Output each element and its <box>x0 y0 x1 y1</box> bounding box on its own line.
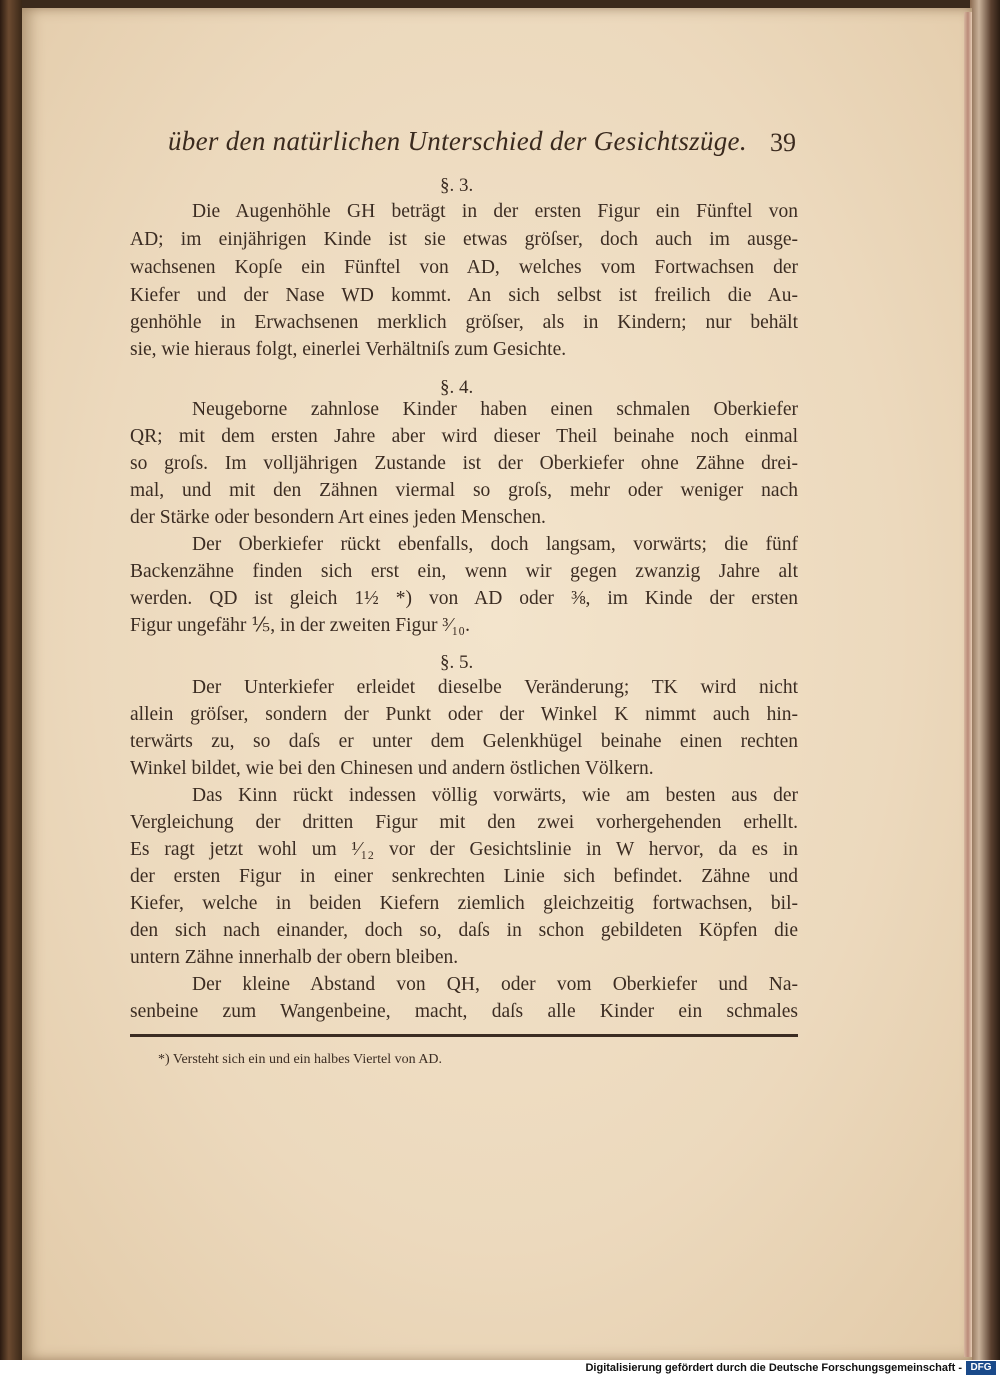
text-line: der ersten Figur in einer senkrechten Linie sich befindet. Zähne und <box>130 866 798 887</box>
text-line: werden. QD ist gleich 1½ *) von AD oder ⅜, im Kinde der ersten <box>130 588 798 609</box>
text-line: allein gröſser, sondern der Punkt oder der Winkel K nimmt auch hin- <box>130 704 798 725</box>
funding-credit: Digitalisierung gefördert durch die Deutsche Forschungsgemeinschaft - <box>585 1362 962 1374</box>
page-edge <box>964 12 972 1357</box>
book-cover-right <box>970 0 1000 1360</box>
text-line: mal, und mit den Zähnen viermal so groſs, mehr oder weniger nach <box>130 480 798 501</box>
section-heading-3: §. 3. <box>440 175 474 196</box>
footnote: *) Versteht sich ein und ein halbes Viertel von AD. <box>158 1052 443 1067</box>
text-line: Vergleichung der dritten Figur mit den zwei vorhergehenden erhellt. <box>130 812 798 833</box>
section-heading-4: §. 4. <box>440 377 474 398</box>
dfg-logo: DFG <box>966 1361 996 1375</box>
text-line: Die Augenhöhle GH beträgt in der ersten Figur ein Fünftel von <box>192 201 798 222</box>
text-line: Backenzähne finden sich erst ein, wenn wir gegen zwanzig Jahre alt <box>130 561 798 582</box>
running-title: über den natürlichen Unterschied der Gesichtszüge. <box>168 126 747 156</box>
text-line: Der kleine Abstand von QH, oder vom Oberkiefer und Na- <box>192 974 798 995</box>
text-line: Kiefer, welche in beiden Kiefern ziemlich gleichzeitig fortwachsen, bil- <box>130 893 798 914</box>
text-line: terwärts zu, so daſs er unter dem Gelenkhügel beinahe einen rechten <box>130 731 798 752</box>
text-line: AD; im einjährigen Kinde ist sie etwas gröſser, doch auch im ausge- <box>130 229 798 250</box>
text-line: wachsenen Kopſe ein Fünftel von AD, welches vom Fortwachsen der <box>130 257 798 278</box>
text-line: senbeine zum Wangenbeine, macht, daſs alle Kinder ein schmales <box>130 1001 798 1022</box>
text-line: Das Kinn rückt indessen völlig vorwärts, wie am besten aus der <box>192 785 798 806</box>
text-line: Es ragt jetzt wohl um ¹⁄₁₂ vor der Gesichtslinie in W hervor, da es in <box>130 839 798 860</box>
footnote-rule <box>130 1034 798 1037</box>
text-line: so groſs. Im volljährigen Zustande ist der Oberkiefer ohne Zähne drei- <box>130 453 798 474</box>
book-cover-left <box>0 0 22 1376</box>
text-line: sie, wie hieraus folgt, einerlei Verhältniſs zum Gesichte. <box>130 339 567 360</box>
text-line: Der Oberkiefer rückt ebenfalls, doch langsam, vorwärts; die fünf <box>192 534 798 555</box>
text-line: Kiefer und der Nase WD kommt. An sich selbst ist freilich die Au- <box>130 285 798 306</box>
text-line: der Stärke oder besondern Art eines jeden Menschen. <box>130 507 546 528</box>
text-line: untern Zähne innerhalb der obern bleiben. <box>130 947 459 968</box>
text-line: den sich nach einander, doch so, daſs in schon gebildeten Köpfen die <box>130 920 798 941</box>
text-line: genhöhle in Erwachsenen merklich gröſser, als in Kindern; nur behält <box>130 312 798 333</box>
text-line: Der Unterkiefer erleidet dieselbe Veränderung; TK wird nicht <box>192 677 798 698</box>
text-line: Figur ungefähr ⅕, in der zweiten Figur ³⁄₁₀. <box>130 615 470 636</box>
page-number: 39 <box>770 128 796 157</box>
section-heading-5: §. 5. <box>440 652 474 673</box>
text-line: Winkel bildet, wie bei den Chinesen und andern östlichen Völkern. <box>130 758 654 779</box>
text-line: Neugeborne zahnlose Kinder haben einen schmalen Oberkiefer <box>192 399 798 420</box>
text-line: QR; mit dem ersten Jahre aber wird dieser Theil beinahe noch einmal <box>130 426 798 447</box>
